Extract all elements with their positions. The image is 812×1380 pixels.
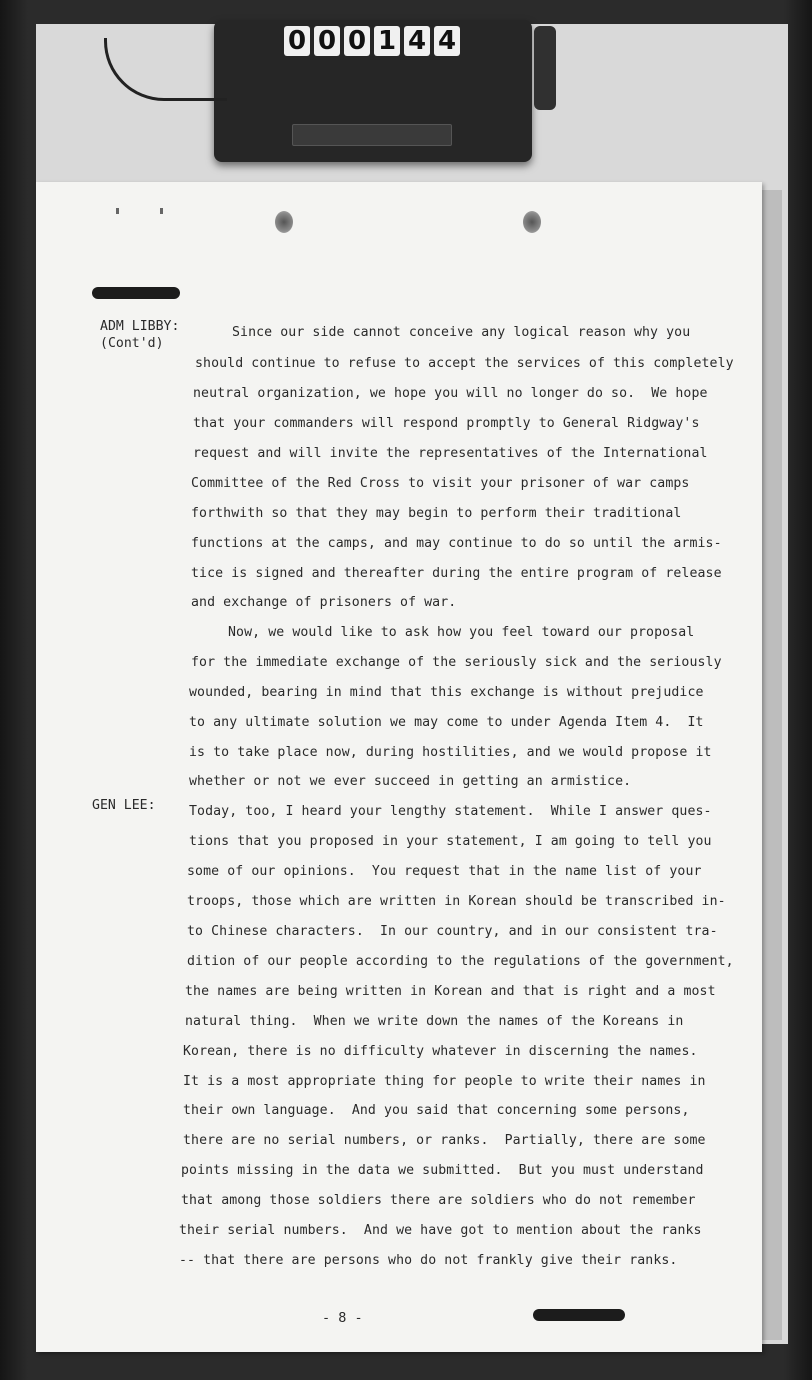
text-line: It is a most appropriate thing for people to write their names in xyxy=(183,1074,706,1089)
scan-mark xyxy=(160,208,163,214)
counter-digit: 4 xyxy=(404,26,430,56)
text-line: for the immediate exchange of the seriously sick and the seriously xyxy=(191,655,722,670)
text-line: is to take place now, during hostilities, and we would propose it xyxy=(189,745,712,760)
text-line: and exchange of prisoners of war. xyxy=(191,595,457,610)
text-line: tice is signed and thereafter during the entire program of release xyxy=(191,566,722,581)
text-line: should continue to refuse to accept the services of this completely xyxy=(195,356,734,371)
counter-digit: 0 xyxy=(284,26,310,56)
text-line: their serial numbers. And we have got to mention about the ranks xyxy=(179,1223,702,1238)
speaker-continued: (Cont'd) xyxy=(100,336,164,351)
frame-counter xyxy=(214,20,532,162)
text-line: Committee of the Red Cross to visit your prisoner of war camps xyxy=(191,476,690,491)
redaction-mark xyxy=(533,1309,625,1321)
text-line: that your commanders will respond promptly to General Ridgway's xyxy=(193,416,700,431)
counter-digit: 0 xyxy=(344,26,370,56)
page-edge xyxy=(762,190,782,1340)
text-line: Korean, there is no difficulty whatever in discerning the names. xyxy=(183,1044,698,1059)
punch-hole xyxy=(275,211,293,233)
speaker-label-lee: GEN LEE: xyxy=(92,798,156,813)
counter-plate xyxy=(292,124,452,146)
text-line: wounded, bearing in mind that this exchange is without prejudice xyxy=(189,685,704,700)
counter-digit: 0 xyxy=(314,26,340,56)
speaker-label-libby xyxy=(100,318,179,352)
text-line: neutral organization, we hope you will no longer do so. We hope xyxy=(193,386,708,401)
text-line: the names are being written in Korean and that is right and a most xyxy=(185,984,716,999)
text-line: Now, we would like to ask how you feel toward our proposal xyxy=(228,625,695,640)
text-line: points missing in the data we submitted. But you must understand xyxy=(181,1163,704,1178)
text-line: Since our side cannot conceive any logical reason why you xyxy=(232,325,691,340)
counter-digit: 4 xyxy=(434,26,460,56)
text-line: to any ultimate solution we may come to under Agenda Item 4. It xyxy=(189,715,704,730)
text-line: there are no serial numbers, or ranks. Partially, there are some xyxy=(183,1133,706,1148)
text-line: functions at the camps, and may continue to do so until the armis- xyxy=(191,536,722,551)
text-line: natural thing. When we write down the names of the Koreans in xyxy=(185,1014,684,1029)
text-line: forthwith so that they may begin to perform their traditional xyxy=(191,506,682,521)
text-line: -- that there are persons who do not frankly give their ranks. xyxy=(179,1253,678,1268)
page-number: - 8 - xyxy=(322,1310,363,1326)
text-line: Today, too, I heard your lengthy statement. While I answer ques- xyxy=(189,804,712,819)
text-line: troops, those which are written in Korean should be transcribed in- xyxy=(187,894,726,909)
text-line: whether or not we ever succeed in getting an armistice. xyxy=(189,774,632,789)
scan-mark xyxy=(116,208,119,214)
speaker-name: ADM LIBBY: xyxy=(100,319,180,334)
counter-digit: 1 xyxy=(374,26,400,56)
text-line: request and will invite the representatives of the International xyxy=(193,446,708,461)
text-line: some of our opinions. You request that in the name list of your xyxy=(187,864,702,879)
text-line: that among those soldiers there are soldiers who do not remember xyxy=(181,1193,696,1208)
punch-hole xyxy=(523,211,541,233)
redaction-mark xyxy=(92,287,180,299)
text-line: to Chinese characters. In our country, and in our consistent tra- xyxy=(187,924,718,939)
counter-knob xyxy=(534,26,556,110)
text-line: dition of our people according to the regulations of the government, xyxy=(187,954,734,969)
counter-digits xyxy=(284,26,460,56)
text-line: tions that you proposed in your statement, I am going to tell you xyxy=(189,834,712,849)
text-line: their own language. And you said that concerning some persons, xyxy=(183,1103,690,1118)
